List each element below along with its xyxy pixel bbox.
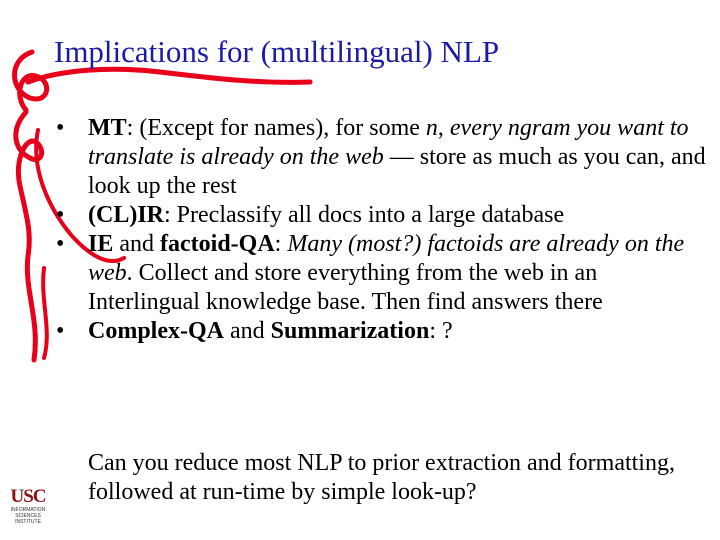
- bullet-label: MT: [88, 115, 127, 141]
- bullet-text: :: [274, 231, 288, 257]
- bullet-dot-icon: •: [56, 202, 65, 228]
- bullet-text: : ?: [429, 318, 453, 344]
- bullet-text: : Preclassify all docs into a large database: [164, 202, 565, 228]
- bullet-text: — store as much as you can, and look up the rest: [88, 144, 706, 199]
- bullet-dot-icon: •: [56, 231, 65, 257]
- bullet-text: and: [223, 318, 271, 344]
- logo-subtext: SCIENCES: [15, 513, 41, 519]
- bullet-text-italic: n: [425, 115, 438, 141]
- bullet-clir: [56, 201, 706, 230]
- bullet-complex-qa: [56, 317, 706, 346]
- bullet-text: : (Except for names), for some: [126, 115, 426, 141]
- bullet-label: (CL)IR: [88, 202, 164, 228]
- logo-mark: USC: [10, 486, 46, 507]
- closing-question: Can you reduce most NLP to prior extraction and formatting, followed at run-time by simple look-up?: [88, 450, 675, 505]
- bullet-dot-icon: •: [56, 318, 65, 344]
- bullet-mt: [56, 114, 706, 201]
- bullet-text: . Collect and store everything from the web in an Interlingual knowledge base. Then find answers there: [88, 260, 603, 315]
- bullet-dot-icon: •: [56, 115, 65, 141]
- bullet-label: factoid-QA: [160, 231, 275, 257]
- bullet-text-italic: every ngram you want to translate is already on the web: [88, 115, 689, 170]
- bullet-label: Complex-QA: [88, 318, 224, 344]
- bullet-text: ,: [437, 115, 450, 141]
- logo-subtext: INFORMATION: [10, 507, 46, 513]
- usc-isi-logo: [8, 487, 48, 525]
- bullet-label: Summarization: [270, 318, 430, 344]
- slide-title: Implications for (multilingual) NLP: [54, 34, 500, 69]
- logo-subtext: INSTITUTE: [15, 519, 41, 525]
- bullet-ie-qa: [56, 230, 706, 317]
- bullet-text: and: [113, 231, 161, 257]
- bullet-list: [56, 114, 706, 346]
- bullet-text-italic: Many (most?) factoids are already on the web: [88, 231, 685, 286]
- bullet-label: IE: [88, 231, 114, 257]
